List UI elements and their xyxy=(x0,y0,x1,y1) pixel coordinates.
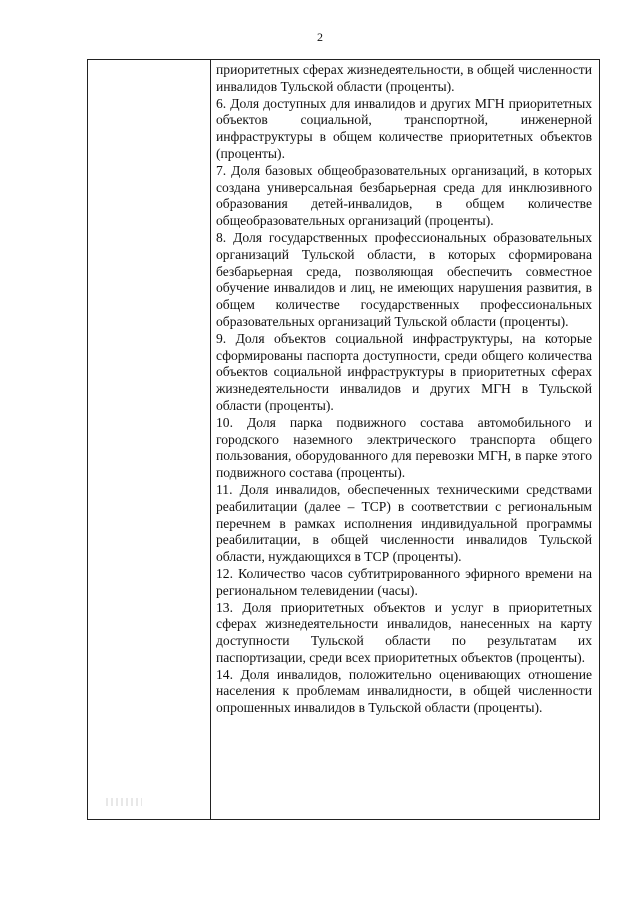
indicator-13: 13. Доля приоритетных объектов и услуг в приоритетных сферах жизнедеятельности инвалидов, нанесенных на карту доступности Тульской области по результатам их паспортизации, среди всех приоритетных объектов (проценты). xyxy=(216,599,592,665)
indicator-continuation: приоритетных сферах жизнедеятельности, в общей численности инвалидов Тульской области (проценты). xyxy=(216,62,592,94)
indicator-11: 11. Доля инвалидов, обеспеченных техническими средствами реабилитации (далее – ТСР) в соответствии с региональным перечнем в рамках исполнения индивидуальной программы реабилитации, в общей численности инвалидов Тульской области, нуждающихся в ТСР (проценты). xyxy=(216,481,592,565)
indicator-10: 10. Доля парка подвижного состава автомобильного и городского наземного электрического транспорта общего пользования, оборудованного для перевозки МГН, в парке этого подвижного состава (проценты). xyxy=(216,414,592,481)
indicator-8: 8. Доля государственных профессиональных образовательных организаций Тульской области, в которых сформирована безбарьерная среда, позволяющая обеспечить совместное обучение инвалидов и лиц, не имеющих нарушения развития, в общем количестве государственных профессиональных образовательных организаций Тульской области (проценты). xyxy=(216,229,592,329)
scan-smudge xyxy=(106,798,142,806)
table-right-column xyxy=(216,62,592,717)
indicator-6: 6. Доля доступных для инвалидов и других МГН приоритетных объектов социальной, транспортной, инженерной инфраструктуры в общем количестве приоритетных объектов (проценты). xyxy=(216,95,592,161)
indicator-12: 12. Количество часов субтитрированного эфирного времени на региональном телевидении (часы). xyxy=(216,565,592,598)
indicator-14: 14. Доля инвалидов, положительно оценивающих отношение населения к проблемам инвалидности, в общей численности опрошенных инвалидов в Тульской области (проценты). xyxy=(216,666,592,716)
table-left-column xyxy=(88,60,211,819)
indicator-9: 9. Доля объектов социальной инфраструктуры, на которые сформированы паспорта доступности, среди общего количества объектов социальной инфраструктуры в приоритетных сферах жизнедеятельности инвалидов и других МГН в Тульской области (проценты). xyxy=(216,330,592,413)
indicator-7: 7. Доля базовых общеобразовательных организаций, в которых создана универсальная безбарьерная среда для инклюзивного образования детей-инвалидов, в общем количестве общеобразовательных организаций (проценты). xyxy=(216,162,592,229)
page-number: 2 xyxy=(317,30,323,44)
indicators-table xyxy=(87,59,600,820)
